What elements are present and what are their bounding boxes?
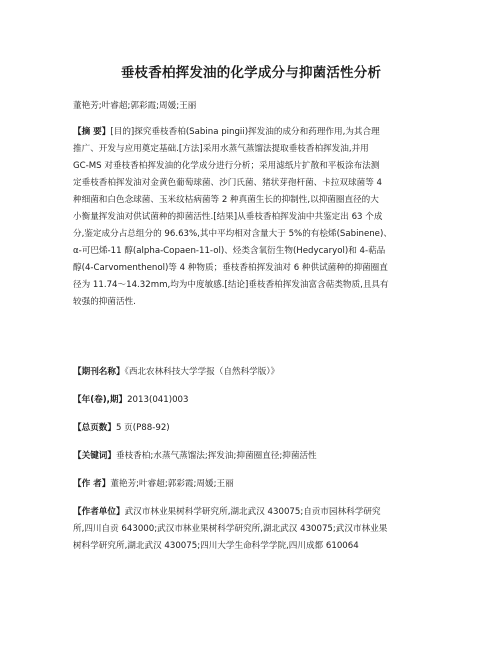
abstract-line: 定垂枝香柏挥发油对金黄色葡萄球菌、沙门氏菌、猪状芽孢杆菌、卡拉双球菌等 4	[73, 178, 382, 188]
abstract-line: 推广、开发与应用奠定基础.[方法]采用水蒸气蒸馏法提取垂枝香柏挥发油,并用	[73, 144, 369, 154]
abstract-section	[73, 124, 433, 311]
page-count-row	[73, 420, 433, 437]
keywords-value: 垂枝香柏;水蒸气蒸馏法;挥发油;抑菌圈直径;抑菌活性	[115, 451, 317, 461]
affiliation-label: 【作者单位】	[73, 507, 125, 517]
volume-issue-value: 2013(041)003	[127, 395, 189, 405]
abstract-line: GC-MS 对垂枝香柏挥发油的化学成分进行分析；采用滤纸片扩散和平板涂布法测	[73, 161, 380, 171]
journal-name-value: 《西北农林科技大学学报（自然科学版）》	[124, 367, 280, 377]
page-count-label: 【总页数】	[73, 423, 116, 433]
affiliation-section	[73, 504, 433, 555]
affiliation-line: 【作者单位】武汉市林业果树科学研究所,湖北武汉 430075;自贡市园林科学研究	[73, 507, 381, 517]
volume-issue-row	[73, 392, 433, 409]
page-count-value: 5 页(P88-92)	[115, 423, 170, 433]
keywords-row	[73, 448, 433, 465]
volume-issue-label: 【年(卷),期】	[73, 395, 128, 405]
abstract-label: 【摘 要】	[73, 127, 111, 137]
authors-label: 【作 者】	[73, 479, 111, 489]
authors-row	[73, 476, 433, 493]
abstract-line: α-可巴烯-11 醇(alpha-Copaen-11-ol)、烃类含氧衍生物(Hedycaryol)和 4-萜品	[73, 246, 386, 256]
author-list: 董艳芳;叶睿超;郭彩霞;周媛;王丽	[73, 101, 197, 111]
authors-value: 董艳芳;叶睿超;郭彩霞;周媛;王丽	[110, 479, 234, 489]
abstract-line: 种细菌和白色念球菌、玉米纹枯病菌等 2 种真菌生长的抑制性,以抑菌圈直径的大	[73, 195, 379, 205]
abstract-line: 较强的抑菌活性.	[73, 297, 136, 307]
affiliation-line: 所,四川自贡 643000;武汉市林业果树科学研究所,湖北武汉 430075;武汉市林业果	[73, 524, 388, 534]
paper-title: 垂枝香柏挥发油的化学成分与抑菌活性分析	[120, 65, 382, 81]
affiliation-line: 树科学研究所,湖北武汉 430075;四川大学生命科学学院,四川成都 610064	[73, 541, 359, 551]
abstract-line: 【摘 要】[目的]探究垂枝香柏(Sabina pingii)挥发油的成分和药理作用,为其合理	[73, 127, 380, 137]
journal-name-label: 【期刊名称】	[73, 367, 125, 377]
keywords-label: 【关键词】	[73, 451, 116, 461]
abstract-line: 径为 11.74～14.32mm,均为中度敏感.[结论]垂枝香柏挥发油富含萜类物质,且具有	[73, 280, 389, 290]
abstract-line: 醇(4-Carvomenthenol)等 4 种物质；垂枝香柏挥发油对 6 种供试菌种的抑菌圈直	[73, 263, 388, 273]
abstract-line: 小衡量挥发油对供试菌种的抑菌活性.[结果]从垂枝香柏挥发油中共鉴定出 63 个成	[73, 212, 383, 222]
abstract-line: 分,鉴定成分占总组分的 96.63%,其中平均相对含量大于 5%的有桧烯(Sabinene)、	[73, 229, 392, 239]
journal-name-row	[73, 364, 433, 381]
